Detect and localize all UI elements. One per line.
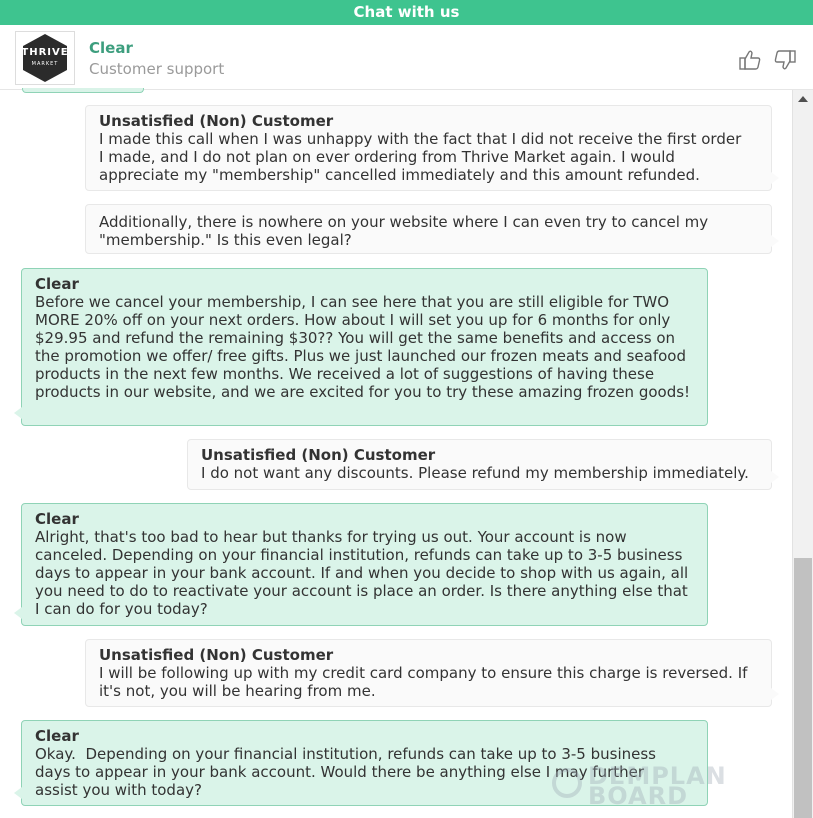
thrive-market-logo: [15, 31, 75, 85]
message-sender: Clear: [35, 275, 79, 293]
watermark-text: BOARD: [588, 782, 689, 810]
message-text: I made this call when I was unhappy with the fact that I did not receive the first order I made, and I do not plan on ever ordering from Thrive Market again. I would appreciate my "membership" cancelled immediately and this amount refunded.: [99, 130, 742, 184]
logo-subtext: MARKET: [31, 61, 59, 67]
chat-message-agent: [21, 503, 708, 626]
chat-title: Chat with us: [353, 3, 460, 21]
bubble-tail: [14, 607, 22, 619]
thumbs-up-icon[interactable]: [737, 47, 763, 73]
message-sender: Unsatisfied (Non) Customer: [201, 446, 436, 464]
message-text: Additionally, there is nowhere on your website where I can even try to cancel my "membership." Is this even legal?: [99, 213, 709, 249]
chat-message-customer: [187, 439, 772, 490]
message-text: Before we cancel your membership, I can see here that you are still eligible for TWO MORE 20% off on your next orders. How about I will set you up for 6 months for only $29.95 and refund the remaining $30?? You will get the same benefits and access on the promotion we offer/ free gifts. Plus we just launched our frozen meats and seafood products in the next few months. We received a lot of suggestions of having these products in our website, and we are excited for you to try these amazing frozen goods!: [35, 293, 691, 401]
bubble-tail: [14, 787, 22, 799]
agent-role: Customer support: [89, 60, 225, 78]
message-sender: Clear: [35, 510, 79, 528]
message-sender: Unsatisfied (Non) Customer: [99, 112, 334, 130]
scroll-up-icon[interactable]: [798, 96, 808, 102]
scroll-thumb[interactable]: [794, 558, 812, 818]
agent-name: Clear: [89, 39, 133, 57]
message-text: Okay. Depending on your financial institution, refunds can take up to 3-5 business days to appear in your bank account. Would there be anything else I may further assist you with today?: [35, 745, 656, 799]
message-text: Alright, that's too bad to hear but thanks for trying us out. Your account is now canceled. Depending on your financial institution, refunds can take up to 3-5 business days to appear in your bank account. If and when you decide to shop with us again, all you need to do to reactivate your account is place an order. Is there anything else that I can do for you today?: [35, 528, 689, 618]
logo-text: THRIVE: [21, 47, 69, 58]
bubble-tail: [771, 471, 779, 483]
chat-title-bar: [0, 0, 813, 25]
message-sender: Unsatisfied (Non) Customer: [99, 646, 334, 664]
chat-message-customer: [85, 204, 772, 254]
chat-message-agent: [21, 268, 708, 426]
bubble-tail: [771, 235, 779, 247]
message-sender: Clear: [35, 727, 79, 745]
chat-header: [0, 25, 813, 90]
chat-scrollbar[interactable]: [792, 90, 813, 818]
chat-message-customer: [85, 105, 772, 191]
bubble-tail: [14, 407, 22, 419]
bubble-tail: [771, 172, 779, 184]
chat-message-customer: [85, 639, 772, 707]
previous-message-edge: [22, 88, 144, 93]
bubble-tail: [771, 688, 779, 700]
message-text: I will be following up with my credit card company to ensure this charge is reversed. If it's not, you will be hearing from me.: [99, 664, 748, 700]
chat-message-agent: [21, 720, 708, 806]
message-text: I do not want any discounts. Please refund my membership immediately.: [201, 464, 749, 482]
thumbs-down-icon[interactable]: [772, 47, 798, 73]
watermark-text: DEMPLAN: [588, 762, 727, 790]
